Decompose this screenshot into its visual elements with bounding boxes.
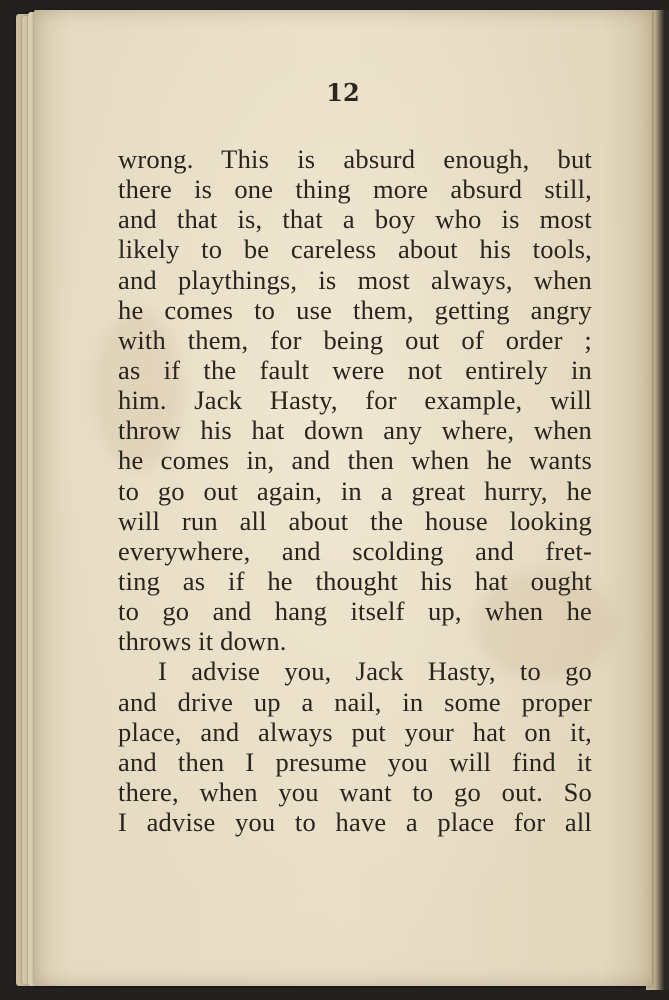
text-line: he comes in, and then when he wants <box>118 445 592 476</box>
text-line: as if the fault were not entirely in <box>118 354 592 385</box>
text-line: with them, for being out of order ; <box>118 324 592 355</box>
text-line: him. Jack Hasty, for example, will <box>118 385 592 416</box>
text-line: throws it down. <box>118 626 287 657</box>
text-line: throw his hat down any where, when <box>118 415 592 446</box>
text-line: and then I presume you will find it <box>118 746 592 777</box>
text-line: will run all about the house looking <box>118 505 592 536</box>
text-line: wrong. This is absurd enough, but <box>118 144 592 174</box>
text-line: I advise you to have a place for all <box>118 807 592 838</box>
text-line: he comes to use them, getting angry <box>118 294 592 325</box>
body-text <box>118 144 592 837</box>
text-line: and playthings, is most always, when <box>118 264 592 295</box>
text-line: there, when you want to go out. So <box>118 776 592 807</box>
text-line: place, and always put your hat on it, <box>118 716 592 747</box>
text-line: ting as if he thought his hat ought <box>118 565 592 596</box>
text-line: likely to be careless about his tools, <box>118 234 592 265</box>
text-line: to go and hang itself up, when he <box>118 596 592 627</box>
text-line: I advise you, Jack Hasty, to go <box>158 656 592 687</box>
text-line: everywhere, and scolding and fret- <box>118 535 592 566</box>
page-number: 12 <box>326 78 360 107</box>
text-line: to go out again, in a great hurry, he <box>118 475 592 506</box>
book-page <box>34 10 652 986</box>
text-line: and that is, that a boy who is most <box>118 204 592 235</box>
text-line: there is one thing more absurd still, <box>118 174 592 205</box>
text-line: and drive up a nail, in some proper <box>118 686 592 717</box>
